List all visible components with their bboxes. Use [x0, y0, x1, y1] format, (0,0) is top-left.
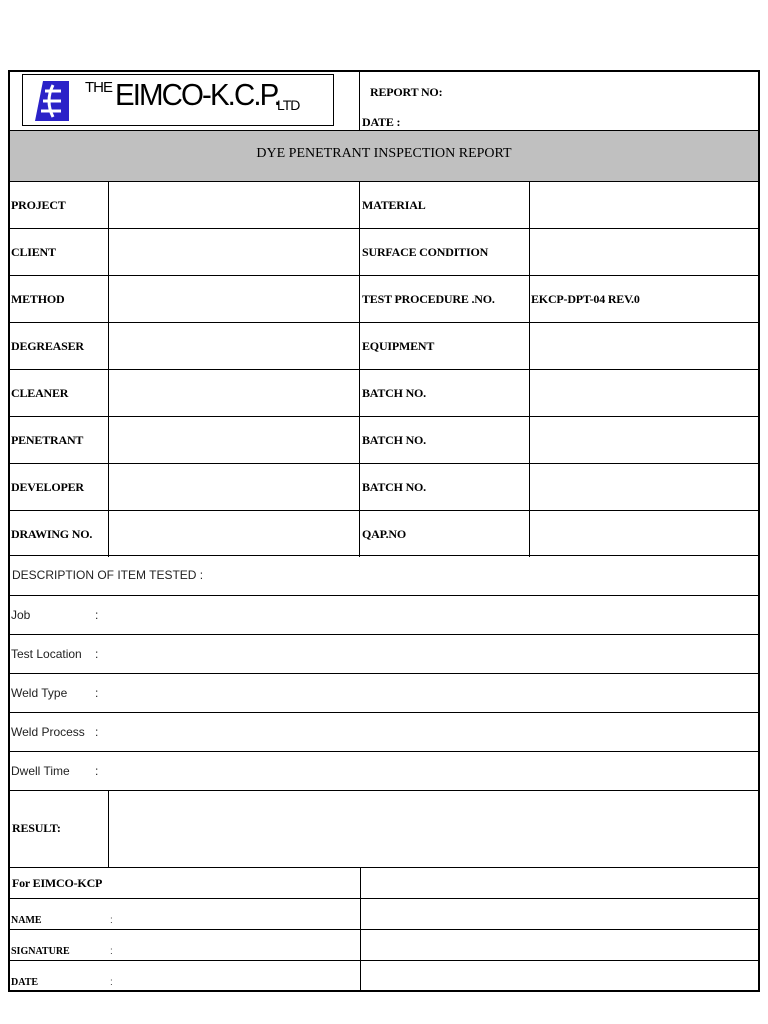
grid-row-line [8, 322, 760, 323]
signoff-field-colon: : [110, 915, 113, 926]
result-top-line [8, 790, 760, 791]
row-left-label: DRAWING NO. [11, 527, 93, 541]
desc-top-line [8, 555, 760, 556]
signoff-row-line [8, 929, 760, 930]
desc-row-line [8, 673, 760, 674]
row-right-value[interactable]: EKCP-DPT-04 REV.0 [531, 292, 640, 306]
desc-field-label: Dwell Time [11, 764, 70, 778]
description-heading: DESCRIPTION OF ITEM TESTED : [12, 568, 204, 582]
signoff-field-colon: : [110, 977, 113, 988]
desc-field-label: Job [11, 608, 31, 622]
company-the: THE [85, 79, 112, 96]
report-no-label: REPORT NO: [370, 85, 443, 99]
desc-field-colon: : [95, 608, 99, 622]
desc-field-label: Weld Type [11, 686, 68, 700]
row-left-label: PROJECT [11, 198, 66, 212]
desc-field-colon: : [95, 764, 99, 778]
border-bottom [8, 990, 760, 992]
signoff-field-label: SIGNATURE [11, 946, 70, 957]
row-right-label: BATCH NO. [362, 433, 426, 447]
header-divider [359, 70, 360, 130]
desc-row-line [8, 595, 760, 596]
result-label: RESULT: [12, 821, 61, 835]
row-left-label: CLIENT [11, 245, 56, 259]
result-divider [108, 790, 109, 867]
row-right-label: BATCH NO. [362, 386, 426, 400]
grid-row-line [8, 275, 760, 276]
border-left [8, 70, 10, 992]
row-left-label: METHOD [11, 292, 65, 306]
row-left-label: DEGREASER [11, 339, 84, 353]
company-ltd: LTD [277, 97, 300, 113]
desc-field-colon: : [95, 686, 99, 700]
signoff-heading: For EIMCO-KCP [12, 876, 103, 890]
signoff-field-label: DATE [11, 977, 39, 988]
row-left-label: PENETRANT [11, 433, 84, 447]
grid-row-line [8, 463, 760, 464]
report-title: DYE PENETRANT INSPECTION REPORT [256, 146, 512, 161]
desc-field-colon: : [95, 725, 99, 739]
grid-row-line [8, 228, 760, 229]
row-right-label: EQUIPMENT [362, 339, 435, 353]
row-right-label: BATCH NO. [362, 480, 426, 494]
grid-row-line [8, 416, 760, 417]
signoff-top-line [8, 867, 760, 868]
signoff-row-line [8, 898, 760, 899]
company-logo [22, 74, 334, 126]
signoff-field-label: NAME [11, 915, 42, 926]
desc-row-line [8, 634, 760, 635]
desc-field-label: Test Location [11, 647, 82, 661]
title-bottom-line [8, 181, 760, 182]
desc-field-colon: : [95, 647, 99, 661]
eimco-logo-icon [31, 79, 71, 123]
grid-row-line [8, 369, 760, 370]
row-left-label: DEVELOPER [11, 480, 84, 494]
row-right-label: QAP.NO [362, 527, 407, 541]
row-right-label: TEST PROCEDURE .NO. [362, 292, 495, 306]
desc-row-line [8, 751, 760, 752]
signoff-field-colon: : [110, 946, 113, 957]
row-right-label: MATERIAL [362, 198, 426, 212]
signoff-row-line [8, 960, 760, 961]
title-top-line [8, 130, 760, 131]
company-name: EIMCO-K.C.P. [115, 77, 280, 112]
row-right-label: SURFACE CONDITION [362, 245, 489, 259]
date-label: DATE : [362, 115, 401, 129]
desc-row-line [8, 712, 760, 713]
row-left-label: CLEANER [11, 386, 69, 400]
border-top [8, 70, 760, 72]
border-right [758, 70, 760, 992]
desc-field-label: Weld Process [11, 725, 85, 739]
grid-row-line [8, 510, 760, 511]
